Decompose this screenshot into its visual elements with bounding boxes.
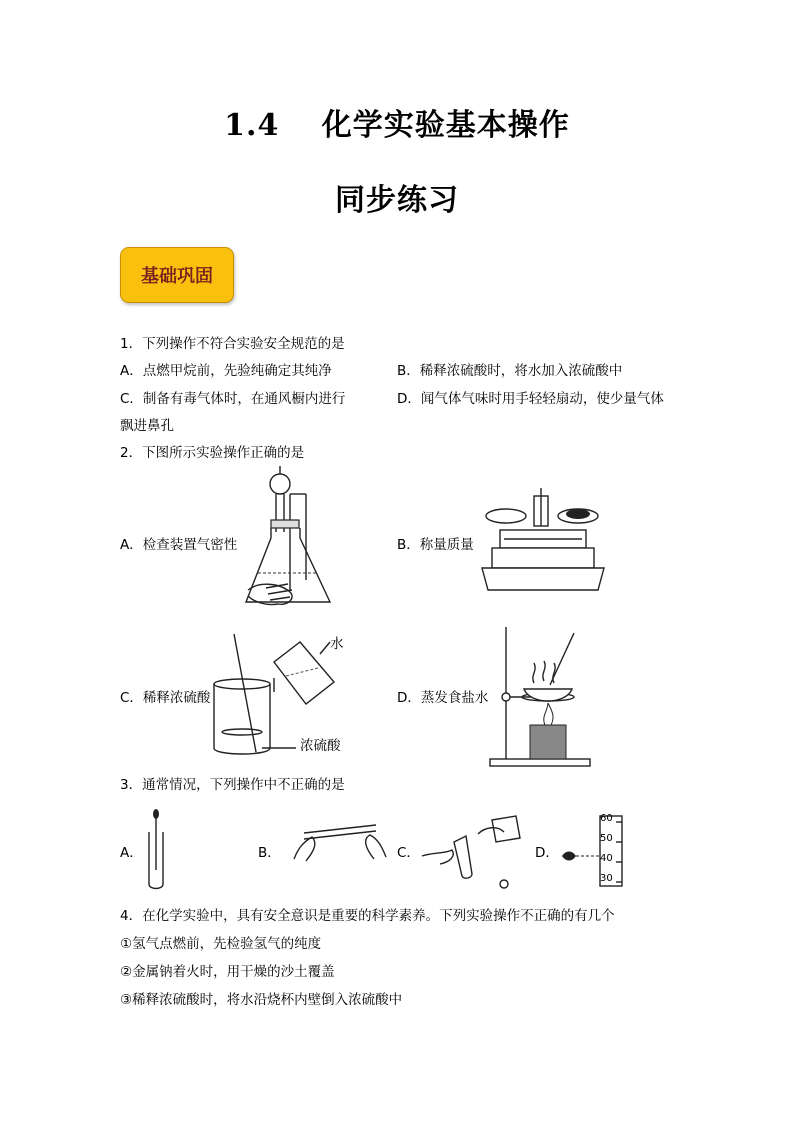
q3-option-b: B． <box>258 845 281 861</box>
evaporation-figure <box>490 625 590 774</box>
q3-option-a: A． <box>120 845 143 861</box>
acid-label: 浓硫酸 <box>300 738 341 754</box>
dropper-figure <box>146 808 166 894</box>
page-subtitle: 同步练习 <box>335 183 459 218</box>
q2-stem: 2．下图所示实验操作正确的是 <box>120 445 305 461</box>
section-badge: 基础巩固 <box>120 247 234 303</box>
cylinder-tick-40: 40 <box>600 853 613 864</box>
q4-stem: 4．在化学实验中，具有安全意识是重要的科学素养。下列实验操作不正确的有几个 <box>120 908 615 924</box>
q1-option-a: A．点燃甲烷前，先验纯确定其纯净 <box>120 363 332 379</box>
q3-stem: 3．通常情况，下列操作中不正确的是 <box>120 777 345 793</box>
q1-option-c: C．制备有毒气体时，在通风橱内进行 <box>120 391 346 407</box>
q4-item-1: ①氢气点燃前，先检验氢气的纯度 <box>120 936 322 952</box>
cylinder-tick-50: 50 <box>600 833 613 844</box>
cylinder-tick-60: 60 <box>600 813 613 824</box>
q1-option-d-continued: 飘进鼻孔 <box>120 418 174 434</box>
q2-option-b: B．称量质量 <box>397 537 474 553</box>
q1-option-d: D．闻气体气味时用手轻轻扇动，使少量气体 <box>397 391 664 407</box>
q4-item-3: ③稀释浓硫酸时，将水沿烧杯内壁倒入浓硫酸中 <box>120 992 403 1008</box>
q2-option-a: A．检查装置气密性 <box>120 537 238 553</box>
hands-tube-figure <box>290 815 390 874</box>
eye-reading-figure <box>558 812 628 896</box>
q3-option-c: C． <box>397 845 420 861</box>
q3-option-d: D． <box>535 845 559 861</box>
q1-stem: 1．下列操作不符合实验安全规范的是 <box>120 336 345 352</box>
page-title: 1.4 化学实验基本操作 <box>224 108 570 143</box>
balance-figure <box>478 490 608 604</box>
water-label: 水 <box>330 636 344 652</box>
pouring-tube-figure <box>420 812 530 896</box>
q2-option-c: C．稀释浓硫酸 <box>120 690 211 706</box>
q1-option-b: B．稀释浓硫酸时，将水加入浓硫酸中 <box>397 363 623 379</box>
flask-airtightness-figure <box>238 470 338 619</box>
q2-option-d: D．蒸发食盐水 <box>397 690 489 706</box>
q4-item-2: ②金属钠着火时，用干燥的沙土覆盖 <box>120 964 335 980</box>
cylinder-tick-30: 30 <box>600 873 613 884</box>
